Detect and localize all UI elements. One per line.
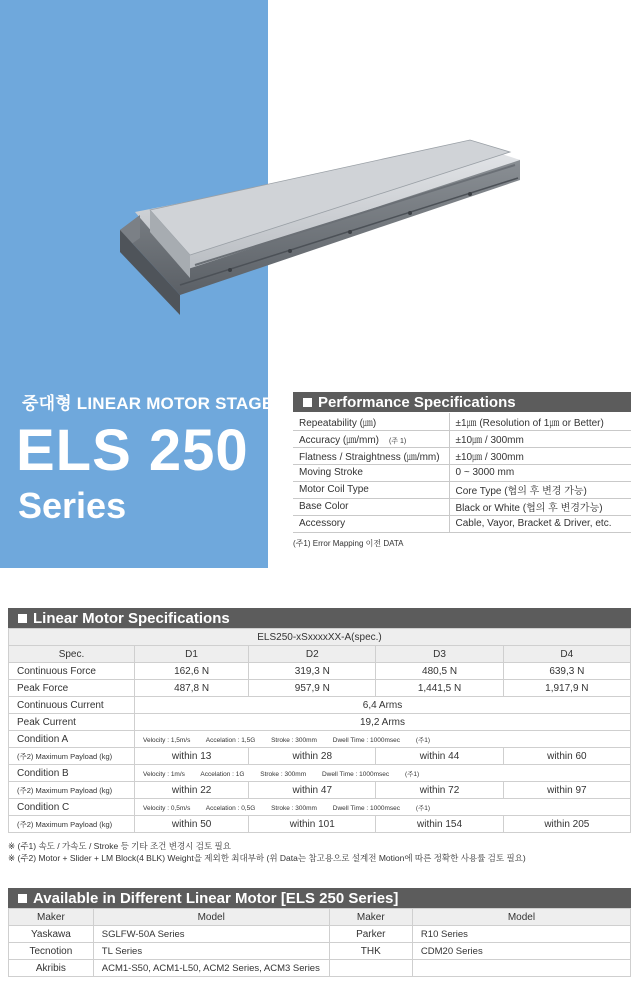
- square-bullet-icon: [303, 398, 312, 407]
- performance-section-title: Performance Specifications: [318, 393, 516, 411]
- dwell-text: Dwell Time : 1000msec: [332, 804, 400, 812]
- spec-key: Moving Stroke: [299, 467, 363, 478]
- row-label: Continuous Force: [9, 663, 135, 680]
- table-row: [9, 765, 631, 782]
- header-cell: Maker: [9, 909, 94, 926]
- velocity-text: Velocity : 1,5m/s: [143, 736, 191, 744]
- spec-value: ±1㎛ (Resolution of 1㎛ or Better): [449, 413, 631, 430]
- spec-value: ±10㎛ / 300mm: [449, 447, 631, 464]
- condition-note: (주1): [404, 770, 420, 778]
- linear-motor-section-title: Linear Motor Specifications: [33, 609, 230, 627]
- table-cell: within 60: [503, 748, 630, 765]
- product-title: ELS 250: [16, 418, 249, 483]
- makers-section-title: Available in Different Linear Motor [ELS 250 Series]: [33, 889, 399, 907]
- table-row: [9, 697, 631, 714]
- model-cell: SGLFW-50A Series: [93, 926, 329, 943]
- header-cell: Spec.: [9, 646, 135, 663]
- performance-footnote: (주1) Error Mapping 이전 DATA: [293, 539, 404, 548]
- table-cell: 480,5 N: [376, 663, 503, 680]
- spec-key-cell: [293, 447, 449, 464]
- row-label: Peak Current: [9, 714, 135, 731]
- row-label: (주2) Maximum Payload (kg): [9, 816, 135, 833]
- table-cell: 1,917,9 N: [503, 680, 630, 697]
- row-label: (주2) Maximum Payload (kg): [9, 782, 135, 799]
- maker-cell: Parker: [329, 926, 412, 943]
- condition-detail: [135, 799, 631, 816]
- square-bullet-icon: [18, 614, 27, 623]
- performance-section-header: [293, 392, 631, 412]
- model-cell: CDM20 Series: [412, 943, 630, 960]
- stroke-text: Stroke : 300mm: [271, 804, 317, 812]
- table-cell: within 50: [135, 816, 249, 833]
- table-cell: 162,6 N: [135, 663, 249, 680]
- header-cell: D4: [503, 646, 630, 663]
- spec-value: Core Type (협의 후 변경 가능): [449, 481, 631, 498]
- table-row: [9, 714, 631, 731]
- linear-motor-notes: [8, 840, 526, 864]
- table-cell: 957,9 N: [249, 680, 376, 697]
- row-label: Continuous Current: [9, 697, 135, 714]
- table-cell: 1,441,5 N: [376, 680, 503, 697]
- table-cell: 19,2 Arms: [135, 714, 631, 731]
- maker-cell: [329, 960, 412, 977]
- acceleration-text: Accelation : 1,5G: [205, 736, 256, 744]
- spec-note: (주 1): [389, 438, 407, 445]
- condition-detail: [135, 731, 631, 748]
- maker-cell: Tecnotion: [9, 943, 94, 960]
- product-series: Series: [18, 485, 127, 526]
- condition-label: Condition C: [9, 799, 135, 816]
- table-row: [9, 731, 631, 748]
- header-cell: Model: [412, 909, 630, 926]
- spec-value: Black or White (협의 후 변경가능): [449, 498, 631, 515]
- table-row: [9, 680, 631, 697]
- table-cell: within 154: [376, 816, 503, 833]
- table-cell: 639,3 N: [503, 663, 630, 680]
- product-subtitle: 중대형 LINEAR MOTOR STAGE: [22, 394, 274, 413]
- condition-note: (주1): [415, 804, 431, 812]
- header-cell: D1: [135, 646, 249, 663]
- model-cell: [412, 960, 630, 977]
- spec-value: Cable, Vayor, Bracket & Driver, etc.: [449, 515, 631, 532]
- square-bullet-icon: [18, 894, 27, 903]
- table-row: [9, 943, 631, 960]
- acceleration-text: Accelation : 1G: [200, 770, 245, 778]
- table-row: [9, 960, 631, 977]
- table-row: [293, 430, 631, 447]
- spec-key-cell: [293, 464, 449, 481]
- spec-key-cell: [293, 430, 449, 447]
- spec-key: Flatness / Straightness (㎛/mm): [299, 452, 440, 463]
- table-header-row: [9, 646, 631, 663]
- table-cell: within 101: [249, 816, 376, 833]
- linear-motor-spec-table: [8, 628, 631, 833]
- velocity-text: Velocity : 1m/s: [143, 770, 185, 778]
- table-cell: within 205: [503, 816, 630, 833]
- header-cell: Model: [93, 909, 329, 926]
- spec-key: Accessory: [299, 518, 346, 529]
- velocity-text: Velocity : 0,5m/s: [143, 804, 191, 812]
- makers-table: [8, 908, 631, 977]
- table-cell: within 47: [249, 782, 376, 799]
- table-row: [9, 799, 631, 816]
- linear-stage-illustration: [110, 120, 630, 320]
- condition-label: Condition A: [9, 731, 135, 748]
- stroke-text: Stroke : 300mm: [260, 770, 307, 778]
- table-row: [293, 447, 631, 464]
- spec-value: 0 ~ 3000 mm: [449, 464, 631, 481]
- note-line: ※ (주1) 속도 / 가속도 / Stroke 등 기타 조건 변경시 검토 필요: [8, 841, 231, 851]
- table-cell: 487,8 N: [135, 680, 249, 697]
- stroke-text: Stroke : 300mm: [271, 736, 317, 744]
- maker-cell: Yaskawa: [9, 926, 94, 943]
- table-cell: within 13: [135, 748, 249, 765]
- table-row: [9, 782, 631, 799]
- table-row: [293, 515, 631, 532]
- condition-detail: [135, 765, 631, 782]
- table-cell: within 44: [376, 748, 503, 765]
- model-cell: TL Series: [93, 943, 329, 960]
- table-cell: within 28: [249, 748, 376, 765]
- linear-motor-section-header: [8, 608, 631, 628]
- spec-key-cell: [293, 413, 449, 430]
- spec-key-cell: [293, 498, 449, 515]
- maker-cell: Akribis: [9, 960, 94, 977]
- table-row: [9, 926, 631, 943]
- spec-value: ±10㎛ / 300mm: [449, 430, 631, 447]
- header-cell: D2: [249, 646, 376, 663]
- spec-key: Base Color: [299, 501, 349, 512]
- spec-key-cell: [293, 515, 449, 532]
- table-row: [293, 464, 631, 481]
- model-code-cell: ELS250-xSxxxxXX-A(spec.): [9, 629, 631, 646]
- makers-section-header: [8, 888, 631, 908]
- spec-key-cell: [293, 481, 449, 498]
- note-line: ※ (주2) Motor + Slider + LM Block(4 BLK) Weight을 제외한 최대부하 (위 Data는 참고용으로 설계전 Motion에 따른 정확한 사용률 검토 필요): [8, 853, 526, 863]
- performance-spec-table: [293, 413, 631, 533]
- table-row: [9, 748, 631, 765]
- table-header-row: [9, 909, 631, 926]
- spec-key: Motor Coil Type: [299, 484, 369, 495]
- table-row: [9, 663, 631, 680]
- table-cell: within 97: [503, 782, 630, 799]
- row-label: (주2) Maximum Payload (kg): [9, 748, 135, 765]
- table-cell: 319,3 N: [249, 663, 376, 680]
- table-row: [9, 816, 631, 833]
- condition-label: Condition B: [9, 765, 135, 782]
- table-row: [293, 498, 631, 515]
- model-cell: ACM1-S50, ACM1-L50, ACM2 Series, ACM3 Series: [93, 960, 329, 977]
- header-cell: D3: [376, 646, 503, 663]
- table-row: [293, 481, 631, 498]
- header-cell: Maker: [329, 909, 412, 926]
- table-row: [293, 413, 631, 430]
- maker-cell: THK: [329, 943, 412, 960]
- linear-stage-icon: [110, 120, 630, 320]
- model-cell: R10 Series: [412, 926, 630, 943]
- condition-note: (주1): [415, 736, 431, 744]
- table-cell: within 72: [376, 782, 503, 799]
- dwell-text: Dwell Time : 1000msec: [332, 736, 400, 744]
- table-cell: within 22: [135, 782, 249, 799]
- dwell-text: Dwell Time : 1000msec: [321, 770, 390, 778]
- table-cell: 6,4 Arms: [135, 697, 631, 714]
- spec-key: Repeatability (㎛): [299, 417, 377, 429]
- acceleration-text: Accelation : 0,5G: [205, 804, 256, 812]
- table-row: [9, 629, 631, 646]
- spec-key: Accuracy (㎛/mm): [299, 435, 379, 446]
- row-label: Peak Force: [9, 680, 135, 697]
